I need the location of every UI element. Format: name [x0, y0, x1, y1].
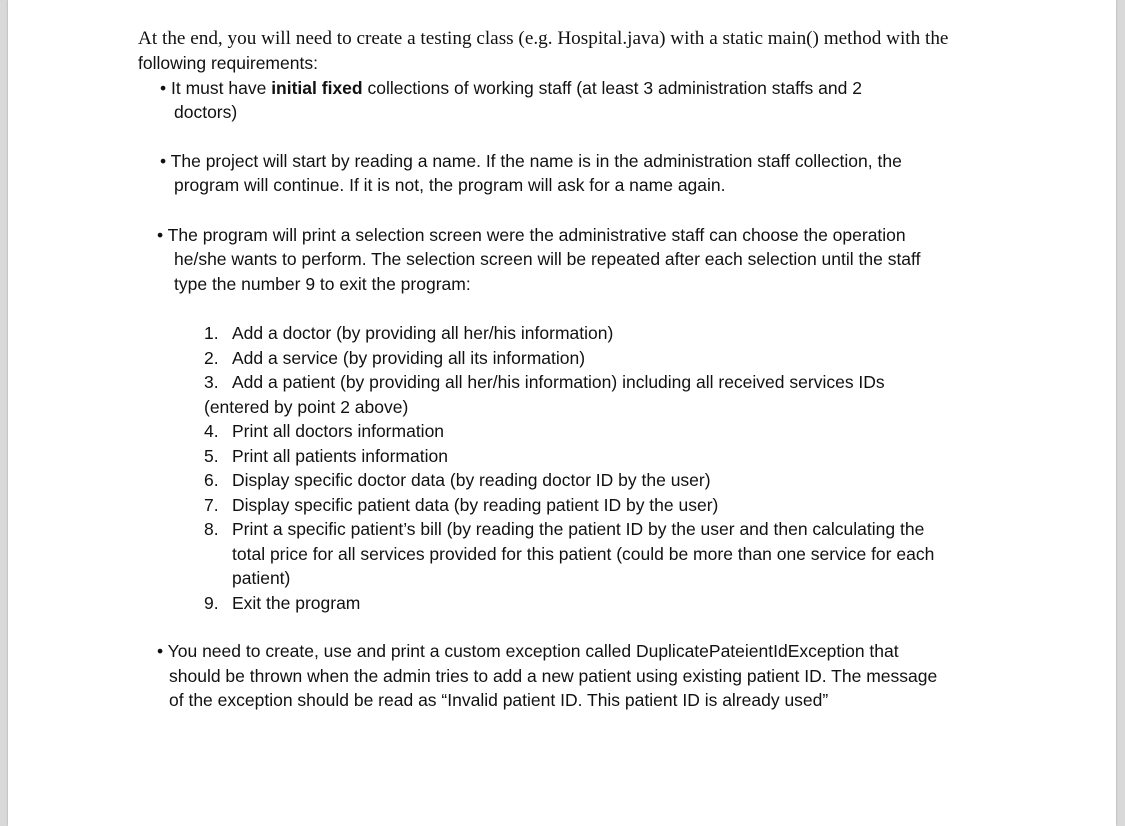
- bullet-1-pre: It must have: [166, 77, 272, 98]
- menu-item-8: [204, 517, 1018, 542]
- menu-item-text: Print all patients information: [232, 445, 448, 466]
- menu-item-number: 7.: [204, 494, 219, 515]
- menu-item-number: 2.: [204, 347, 219, 368]
- menu-item-text: Display specific doctor data (by reading doctor ID by the user): [232, 470, 711, 490]
- menu-item-text: Exit the program: [232, 592, 361, 613]
- menu-item-3: [204, 370, 1018, 395]
- menu-item-number: 8.: [204, 519, 219, 539]
- menu-item-number: 5.: [204, 445, 219, 466]
- bullet-1-line-2: doctors): [174, 102, 238, 122]
- menu-item-number: 9.: [204, 592, 219, 613]
- menu-item-8-continued-2: patient): [232, 568, 291, 588]
- menu-item-2: [204, 346, 1018, 371]
- bullet-initial-collections: [138, 76, 1018, 125]
- bullet-read-name: [138, 149, 1018, 198]
- menu-item-7: [204, 493, 1018, 518]
- menu-item-6: [204, 468, 1018, 493]
- document-content: [138, 27, 1018, 713]
- bullet-2-line-1: • The project will start by reading a name. If the name is in the administration staff collection, the: [160, 150, 902, 171]
- bullet-3-line-2: he/she wants to perform. The selection screen will be repeated after each selection until the staff: [174, 249, 921, 269]
- menu-item-text: Add a service (by providing all its information): [232, 347, 586, 368]
- menu-item-1: [204, 321, 1018, 346]
- intro-line-2: following requirements:: [138, 53, 318, 73]
- menu-options-list: [204, 321, 1018, 615]
- bullet-custom-exception: [138, 639, 1018, 713]
- document-page: [8, 0, 1116, 826]
- menu-item-text: Display specific patient data (by reading patient ID by the user): [232, 494, 719, 515]
- menu-item-number: 4.: [204, 421, 219, 441]
- menu-item-number: 1.: [204, 323, 219, 343]
- menu-item-3-continued: (entered by point 2 above): [204, 396, 409, 417]
- menu-item-number: 6.: [204, 470, 219, 490]
- bullet-4-line-1: • You need to create, use and print a custom exception called DuplicatePateientIdException that: [157, 641, 899, 661]
- bullet-3-line-1: • The program will print a selection screen were the administrative staff can choose the operation: [157, 224, 906, 245]
- menu-item-text: Print all doctors information: [232, 421, 445, 441]
- bullet-2-line-2: program will continue. If it is not, the program will ask for a name again.: [174, 175, 726, 195]
- menu-item-text: Print a specific patient’s bill (by reading the patient ID by the user and then calculating the: [232, 519, 925, 539]
- menu-item-8-continued-1: total price for all services provided for this patient (could be more than one service for each: [232, 543, 935, 564]
- menu-item-text: Add a patient (by providing all her/his information) including all received services IDs: [232, 372, 885, 392]
- bullet-1-line-1: [160, 76, 1018, 101]
- bullet-1-post: collections of working staff (at least 3 administration staffs and 2: [362, 77, 862, 98]
- bullet-3-line-3: type the number 9 to exit the program:: [174, 273, 471, 294]
- menu-item-number: 3.: [204, 372, 219, 392]
- menu-item-text: Add a doctor (by providing all her/his information): [232, 323, 614, 343]
- bullet-marker: •: [160, 77, 167, 98]
- bullet-selection-screen: [138, 223, 1018, 297]
- bullet-4-line-3: of the exception should be read as “Invalid patient ID. This patient ID is already used”: [169, 690, 829, 710]
- menu-item-4: [204, 419, 1018, 444]
- bullet-1-bold: initial fixed: [271, 77, 363, 98]
- menu-item-5: [204, 444, 1018, 469]
- intro-line-1: At the end, you will need to create a testing class (e.g. Hospital.java) with a static main() method with the: [138, 28, 949, 49]
- menu-item-9: [204, 591, 1018, 616]
- bullet-4-line-2: should be thrown when the admin tries to add a new patient using existing patient ID. The message: [169, 665, 938, 686]
